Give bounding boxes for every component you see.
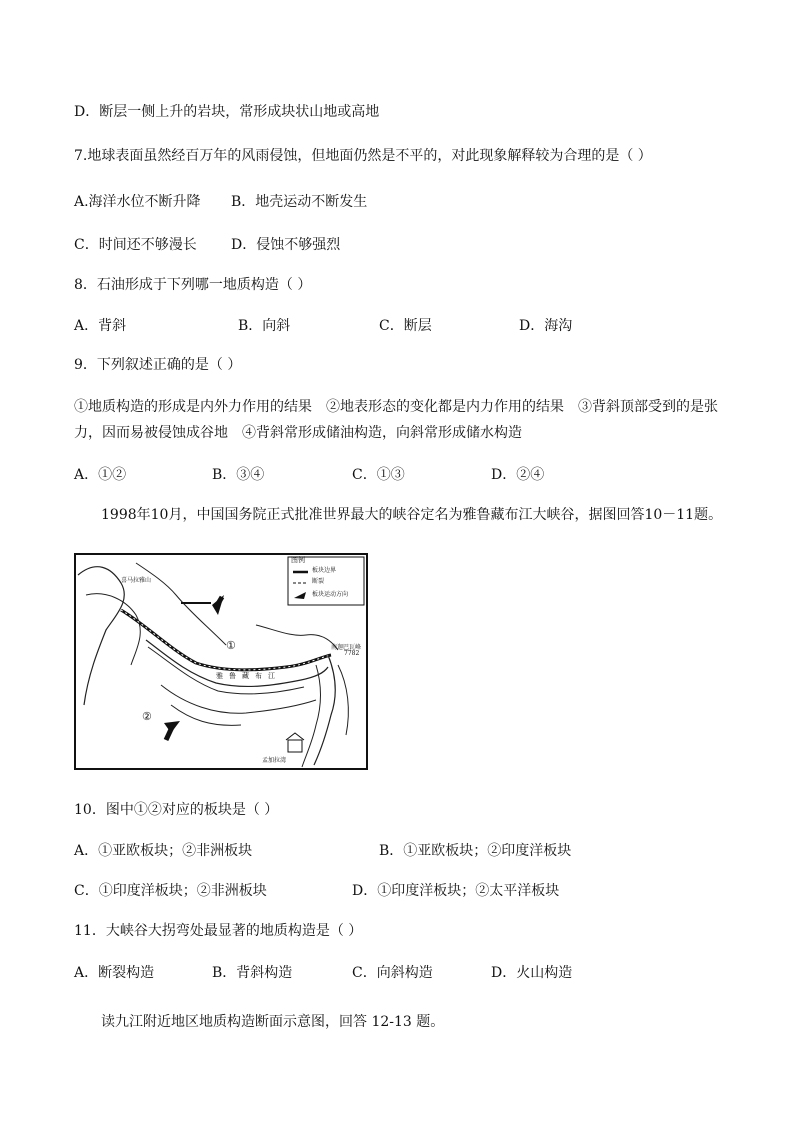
q7-option-a: A.海洋水位不断升降 xyxy=(74,194,201,210)
q11-option-d: D．火山构造 xyxy=(491,965,573,981)
q9-option-a: A．①② xyxy=(74,467,127,483)
q10-option-d: D．①印度洋板块；②太平洋板块 xyxy=(352,883,560,899)
question-7: 7.地球表面虽然经百万年的风雨侵蚀，但地面仍然是不平的，对此现象解释较为合理的是（ ） xyxy=(74,148,652,164)
q11-option-c: C．向斜构造 xyxy=(352,965,433,981)
legend-boundary: 板块边界 xyxy=(312,567,337,574)
q8-option-a: A．背斜 xyxy=(74,318,127,334)
plate-label-2: ② xyxy=(142,710,152,723)
elevation-label: 7782 xyxy=(344,650,360,657)
legend-motion: 板块运动方向 xyxy=(312,591,349,598)
q8-option-b: B．向斜 xyxy=(238,318,291,334)
map-drawing xyxy=(76,555,366,768)
q8-option-c: C．断层 xyxy=(379,318,432,334)
question-11: 11．大峡谷大拐弯处最显著的地质构造是（ ） xyxy=(74,923,363,939)
q9-statements-line2: 力，因而易被侵蚀成谷地 ④背斜常形成储油构造，向斜常形成储水构造 xyxy=(74,425,522,441)
q10-option-c: C．①印度洋板块；②非洲板块 xyxy=(74,883,267,899)
q7-option-b: B．地壳运动不断发生 xyxy=(231,194,368,210)
legend-fault: 断裂 xyxy=(312,578,325,585)
q9-statements-line1: ①地质构造的形成是内外力作用的结果 ②地表形态的变化都是内力作用的结果 ③背斜顶部受到的是张 xyxy=(74,399,718,415)
option-d-previous: D．断层一侧上升的岩块，常形成块状山地或高地 xyxy=(74,104,380,120)
q10-option-a: A．①亚欧板块；②非洲板块 xyxy=(74,843,253,859)
namjagbarwa-label: 南迦巴瓦峰 xyxy=(331,644,362,651)
intro-12-13: 读九江附近地区地质构造断面示意图，回答 12-13 题。 xyxy=(101,1014,445,1030)
himalaya-label: 喜马拉雅山 xyxy=(121,577,152,584)
question-8: 8．石油形成于下列哪一地质构造（ ） xyxy=(74,277,312,293)
q9-option-b: B．③④ xyxy=(212,467,265,483)
q10-option-b: B．①亚欧板块；②印度洋板块 xyxy=(379,843,572,859)
q8-option-d: D．海沟 xyxy=(519,318,573,334)
q7-option-d: D．侵蚀不够强烈 xyxy=(231,237,341,253)
question-10: 10．图中①②对应的板块是（ ） xyxy=(74,802,279,818)
legend-title: 图例 xyxy=(291,556,305,564)
question-9: 9．下列叙述正确的是（ ） xyxy=(74,357,242,373)
q11-option-a: A．断裂构造 xyxy=(74,965,155,981)
q9-option-c: C．①③ xyxy=(352,467,405,483)
river-label: 雅鲁藏布江 xyxy=(216,672,281,680)
bay-label: 孟加拉湾 xyxy=(262,757,287,764)
q7-option-c: C．时间还不够漫长 xyxy=(74,237,197,253)
plate-label-1: ① xyxy=(226,639,236,652)
q11-option-b: B．背斜构造 xyxy=(212,965,293,981)
q9-option-d: D．②④ xyxy=(491,467,545,483)
intro-10-11: 1998年10月，中国国务院正式批准世界最大的峡谷定名为雅鲁藏布江大峡谷，据图回答10－11题。 xyxy=(101,507,723,523)
yarlung-tsangpo-map xyxy=(74,553,368,770)
